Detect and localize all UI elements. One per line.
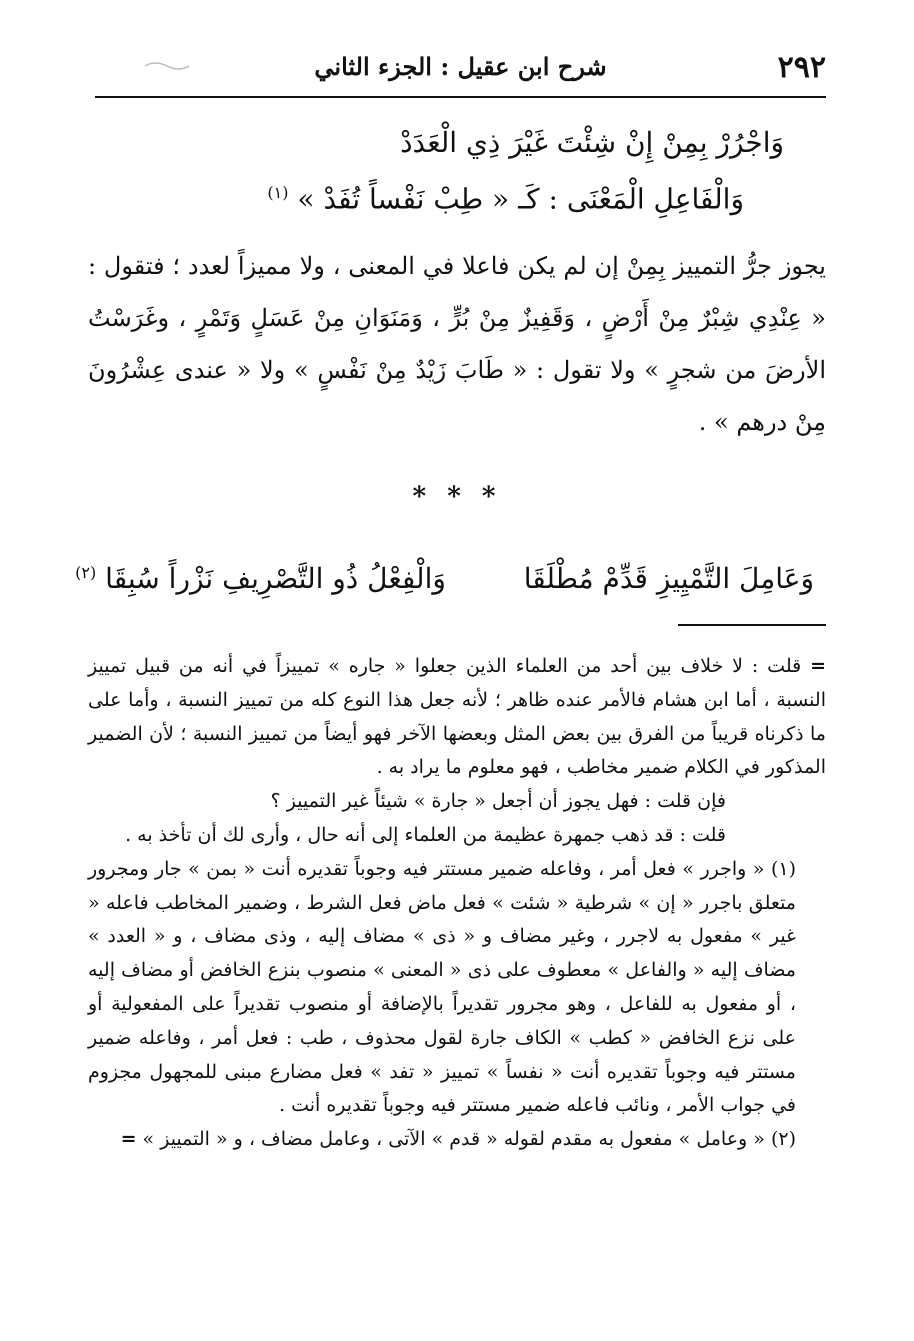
footnote-rule [678,624,826,626]
footnote-continuation-text: قلت : لا خلاف بين أحد من العلماء الذين جعلوا « جاره » تمييزاً في أنه من قبيل تمييز النسبة ، أما ابن هشام فالأمر عنده ظاهر ؛ لأنه جعل هذا النوع كله من تمييز النسبة ، وأما على ما ذكرناه قريباً من الفرق بين بعض المثل وبعضها الآخر فهو أيضاً من تمييز النسبة ؛ لأن الضمير المذكور في الكلام ضمير مخاطب ، فهو معلوم ما يراد به . [88,655,826,779]
footnote-marker-2: (٢) [75,563,97,582]
running-title: شرح ابن عقيل : الجزء الثاني [314,52,607,81]
footnotes [88,650,826,1157]
verse-2-hemistich-left: وَالْفِعْلُ ذُو التَّصْرِيفِ نَزْراً سُبِقَا [105,562,446,596]
verse-2 [75,545,814,607]
verse-1-line-2-text: وَالْفَاعِلِ الْمَعْنَى : كَـ « طِبْ نَفْساً تُفَدْ » [297,182,744,216]
page-number: ٢٩٢ [777,50,826,85]
footnote-marker-1: (١) [267,183,289,202]
ornament-icon [143,58,191,74]
verse-1-line-2 [100,168,784,224]
verse-1-line-1: وَاجْرُرْ بِمِنْ إِنْ شِئْتَ غَيْرَ ذِي الْعَدَدْ [400,126,784,159]
footnote-1-text: « واجرر » فعل أمر ، وفاعله ضمير مستتر فيه وجوباً تقديره أنت « بمن » جار ومجرور متعلق باجرر « إن » شرطية « شئت » فعل ماض فعل الشرط ، وضمير المخاطب فاعله « غير » مفعول به لاجرر ، وغير مضاف و « ذى » مضاف إليه ، وذى مضاف ، و « العدد » مضاف إليه « والفاعل » معطوف على ذى « المعنى » منصوب بنزع الخافض أو مضاف إليه ، أو مفعول به للفاعل ، وهو مجرور تقديراً بالإضافة أو منصوب تقديراً على المفعولية أو على نزع الخافض « كطب » الكاف جارة لقول محذوف ، طب : فعل أمر ، وفاعله ضمير مستتر فيه وجوباً تقديره أنت « نفساً » تمييز « تفد » فعل مضارع مبنى للمجهول مجزوم في جواب الأمر ، ونائب فاعله ضمير مستتر فيه وجوباً تقديره أنت . [88,857,796,1117]
section-separator: * * * [412,482,502,512]
commentary-paragraph: يجوز جرُّ التمييز بِمِنْ إن لم يكن فاعلا في المعنى ، ولا مميزاً لعدد ؛ فتقول : « عِنْدِي شِبْرٌ مِنْ أَرْضٍ ، وَقَفِيزٌ مِنْ بُرٍّ ، وَمَنَوَانِ مِنْ عَسَلٍ وَتَمْرٍ ، وغَرَسْتُ الأرضَ من شجرٍ » ولا تقول : « طَابَ زَيْدٌ مِنْ نَفْسٍ » ولا « عندى عِشْرُونَ مِنْ درهم » . [88,252,826,436]
verse-2-hemistich-right: وَعَامِلَ التَّمْيِيزِ قَدِّمْ مُطْلَقَا [523,562,814,596]
footnote-question: فإن قلت : فهل يجوز أن أجعل « جارة » شيئاً غير التمييز ؟ [270,790,726,813]
footnote-2-marker: (٢) [770,1128,796,1151]
footnote-answer: قلت : قد ذهب جمهرة عظيمة من العلماء إلى أنه حال ، وأرى لك أن تأخذ به . [125,823,726,846]
footnote-2 [88,1123,826,1157]
verse-1 [100,118,784,224]
footnote-2-continuation: = [120,1128,137,1151]
footnote-2-text: « وعامل » مفعول به مقدم لقوله « قدم » الآتى ، وعامل مضاف ، و « التمييز » [142,1128,765,1151]
page-header [95,44,826,96]
footnote-1-marker: (١) [770,857,797,880]
header-rule [95,96,826,98]
continuation-mark: = [810,655,826,677]
footnote-1 [88,853,826,1123]
footnote-continuation [88,650,826,785]
